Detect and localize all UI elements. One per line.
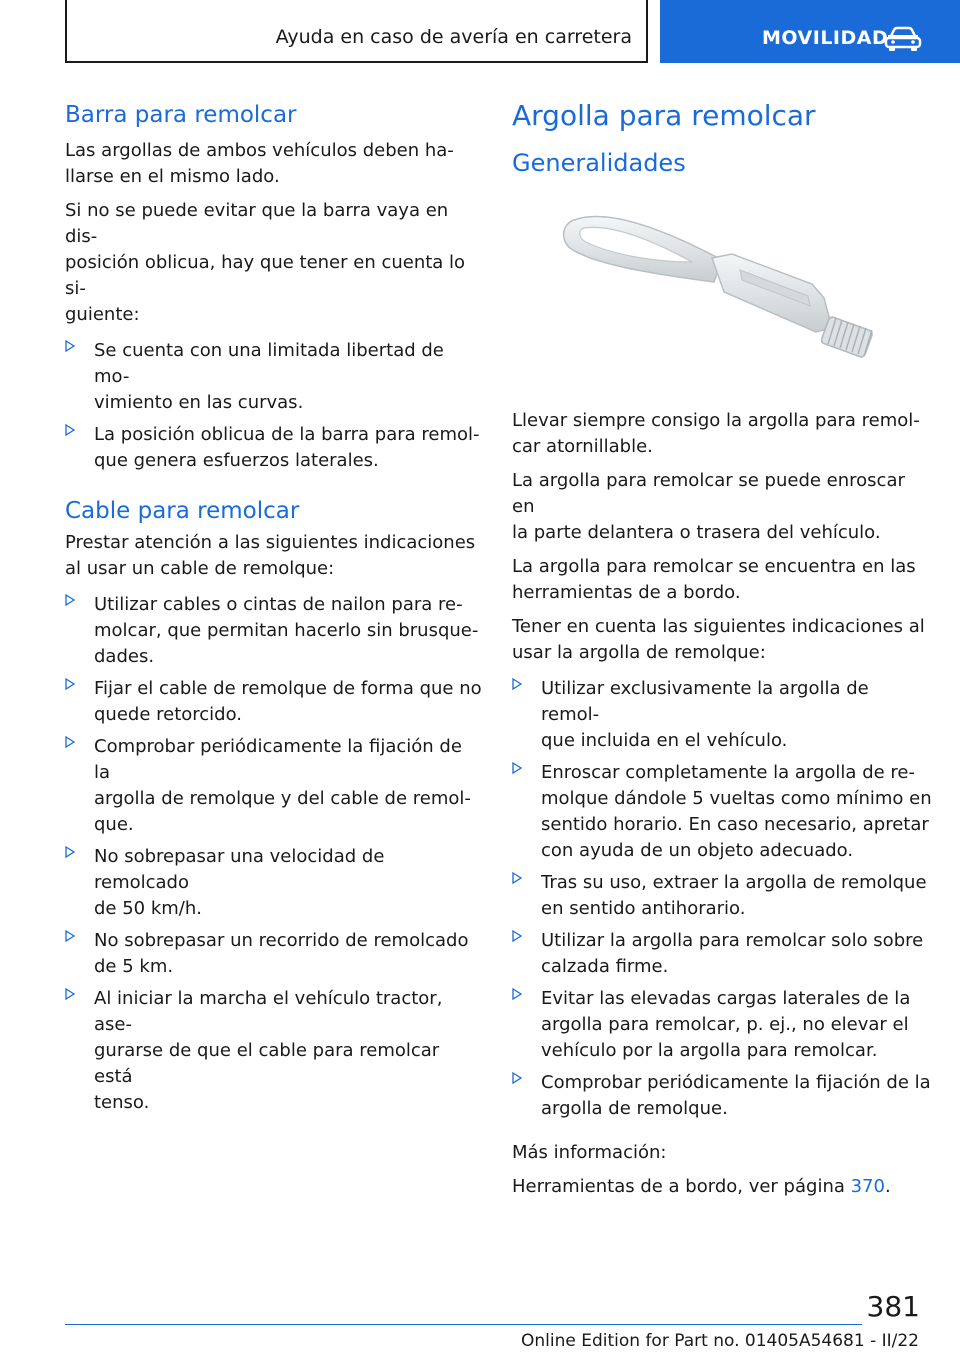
triangle-bullet-icon [512,762,522,774]
text-line: vehículo por la argolla para remolcar. [541,1040,878,1061]
text-line: guiente: [65,304,140,325]
footer [0,1331,960,1351]
cross-reference [512,1174,932,1200]
text-line: Utilizar la argolla para remolcar solo sobre [541,930,924,951]
text-line: Al iniciar la marcha el vehículo tractor, ase- [94,988,443,1035]
text-line: la parte delantera o trasera del vehículo. [512,522,881,543]
list-item [512,676,932,754]
tow-cable-intro [65,530,483,582]
list-item [65,338,483,416]
triangle-bullet-icon [65,594,75,606]
list-item [65,986,483,1116]
footer-divider [65,1324,862,1325]
text-line: de 50 km/h. [94,898,202,919]
list-item [512,928,932,980]
triangle-bullet-icon [512,988,522,1000]
tow-cable-heading: Cable para remolcar [65,498,300,524]
towing-eye-paragraph [512,408,932,460]
towing-eye-illustration [512,178,932,408]
text-line: llarse en el mismo lado. [65,166,280,187]
text-line: Enroscar completamente la argolla de re- [541,762,915,783]
chapter-tab [660,0,960,63]
text-line: Utilizar exclusivamente la argolla de remol- [541,678,869,725]
section-header [65,0,648,63]
text-line: en sentido antihorario. [541,898,746,919]
list-item [512,760,932,864]
text-line: La posición oblicua de la barra para remol- [94,424,480,445]
towing-eye-list [512,676,932,1122]
text-line: Utilizar cables o cintas de nailon para re- [94,594,463,615]
text-line: Llevar siempre consigo la argolla para remol- [512,410,920,431]
edition-note: Online Edition for Part no. 01405A54681 - II/22 [520,1331,919,1351]
text-line: de 5 km. [94,956,174,977]
list-item [65,422,483,474]
triangle-bullet-icon [65,424,75,436]
text-line: La argolla para remolcar se encuentra en las [512,556,916,577]
reference-end: . [884,1176,891,1197]
text-line: posición oblicua, hay que tener en cuenta lo si- [65,252,466,299]
text-line: sentido horario. En caso necesario, apretar [541,814,929,835]
text-line: quede retorcido. [94,704,243,725]
triangle-bullet-icon [65,846,75,858]
towing-eye-paragraph [512,554,932,606]
list-item [65,592,483,670]
text-line: herramientas de a bordo. [512,582,741,603]
tow-bar-paragraph [65,198,483,328]
text-line: argolla para remolcar, p. ej., no elevar el [541,1014,909,1035]
text-line: Tras su uso, extraer la argolla de remolque [541,872,927,893]
left-column [65,96,483,1116]
more-info-label: Más información: [512,1142,667,1163]
triangle-bullet-icon [65,736,75,748]
text-line: tenso. [94,1092,150,1113]
text-line: calzada firme. [541,956,669,977]
text-line: usar la argolla de remolque: [512,642,766,663]
page-number: 381 [866,1290,920,1323]
text-line: que incluida en el vehículo. [541,730,788,751]
list-item [512,986,932,1064]
triangle-bullet-icon [512,1072,522,1084]
chapter-label: MOVILIDAD [762,27,889,49]
triangle-bullet-icon [512,930,522,942]
text-line: que genera esfuerzos laterales. [94,450,379,471]
text-line: gurarse de que el cable para remolcar está [94,1040,440,1087]
text-line: Fijar el cable de remolque de forma que no [94,678,482,699]
text-line: Comprobar periódicamente la fijación de la [541,1072,931,1093]
triangle-bullet-icon [65,340,75,352]
text-line: La argolla para remolcar se puede enroscar en [512,470,905,517]
text-line: vimiento en las curvas. [94,392,304,413]
text-line: argolla de remolque. [541,1098,728,1119]
text-line: Evitar las elevadas cargas laterales de la [541,988,911,1009]
text-line: Prestar atención a las siguientes indicaciones [65,532,476,553]
car-icon [884,26,922,52]
list-item [65,734,483,838]
list-item [65,676,483,728]
list-item [512,1070,932,1122]
towing-eye-paragraph [512,614,932,666]
text-line: molcar, que permitan hacerlo sin brusque- [94,620,479,641]
triangle-bullet-icon [65,988,75,1000]
tow-bar-list [65,338,483,474]
text-line: al usar un cable de remolque: [65,558,335,579]
reference-text: Herramientas de a bordo, ver página [512,1176,851,1197]
tow-bar-heading: Barra para remolcar [65,102,297,128]
text-line: Las argollas de ambos vehículos deben ha- [65,140,454,161]
list-item [65,844,483,922]
tow-cable-list [65,592,483,1116]
text-line: que. [94,814,134,835]
text-line: No sobrepasar una velocidad de remolcado [94,846,385,893]
page-reference-link[interactable]: 370 [850,1176,885,1197]
text-line: Se cuenta con una limitada libertad de mo- [94,340,444,387]
tow-bar-paragraph [65,138,483,190]
triangle-bullet-icon [512,872,522,884]
triangle-bullet-icon [65,678,75,690]
text-line: Comprobar periódicamente la fijación de la [94,736,462,783]
text-line: car atornillable. [512,436,653,457]
general-subheading: Generalidades [512,149,686,177]
towing-eye-paragraph [512,468,932,546]
triangle-bullet-icon [512,678,522,690]
text-line: molque dándole 5 vueltas como mínimo en [541,788,932,809]
right-column [512,96,932,1200]
text-line: dades. [94,646,155,667]
towing-eye-illustration-icon [512,178,932,408]
list-item [512,870,932,922]
section-title: Ayuda en caso de avería en carretera [275,26,632,48]
text-line: argolla de remolque y del cable de remol- [94,788,471,809]
list-item [65,928,483,980]
text-line: Si no se puede evitar que la barra vaya en dis- [65,200,449,247]
text-line: Tener en cuenta las siguientes indicaciones al [512,616,925,637]
text-line: No sobrepasar un recorrido de remolcado [94,930,469,951]
towing-eye-heading: Argolla para remolcar [512,99,816,132]
text-line: con ayuda de un objeto adecuado. [541,840,854,861]
triangle-bullet-icon [65,930,75,942]
